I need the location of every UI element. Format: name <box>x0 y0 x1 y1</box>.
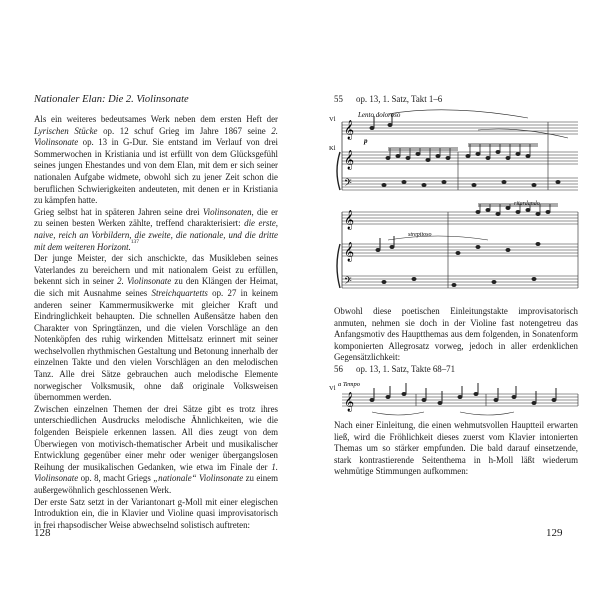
bass-clef-icon: 𝄢 <box>344 275 352 289</box>
notes-example-56 <box>370 383 578 415</box>
paragraph-5: Der erste Satz setzt in der Variantonart g-Moll mit einer elegischen Introduktion ein, die in Klavier und Violine quasi improvisatorisch in frei rhapsodischer Weise abwechselnd solistisch auftreten: <box>34 496 278 530</box>
left-body-text <box>34 114 278 531</box>
violin-staff-2 <box>342 212 578 224</box>
page-number-right: 129 <box>546 527 563 539</box>
paragraph-3: Der junge Meister, der sich anschickte, das Musikleben seines Vaterlandes zu bereichern und mit nationalem Geist zu erfüllen, bekennt sich in seiner 2. Violinsonate zu den Klängen der Heimat, die sich mit Ausnahme seines Streichquartetts op. 27 in keinem anderen seiner Kammermusikwerke mit gleicher Kraft und Eindringlichkeit behaupten. Die schnellen Außensätze haben den Charakter von Springtänzen, und die vielen Vorschläge an den Notenköpfen des ruhig wirkenden Mittelsatz erinnert mit seiner wechselvollen rhythmischen Gestaltung und Betonung innerhalb der einzelnen Takte und den vielen Vorschlägen an den melodischen Tanz. Alle drei Sätze gebrauchen auch melodische Elemente norwegischer Volksmusik, ohne daß originale Volksweisen übernommen werden. <box>34 253 279 403</box>
violin-staff-1 <box>342 122 578 134</box>
dynamic-marking: p <box>364 137 368 145</box>
tempo-marking: Lento doloroso <box>358 111 401 119</box>
page-number-left: 128 <box>34 527 51 539</box>
music-example-56 <box>328 378 580 418</box>
example-55-caption: 55 op. 13, 1. Satz, Takt 1–6 <box>334 94 443 104</box>
treble-clef-icon: 𝄞 <box>344 392 355 412</box>
expression-marking-2: strepitoso <box>408 232 432 238</box>
piano-brace-1 <box>337 152 340 190</box>
treble-clef-icon: 𝄞 <box>344 210 355 230</box>
piano-brace-2 <box>337 244 340 288</box>
tempo-marking: a Tempo <box>338 381 360 388</box>
treble-clef-icon: 𝄞 <box>344 120 355 140</box>
paragraph-1: Als ein weiteres bedeutsames Werk neben dem ersten Heft der Lyrischen Stücke op. 12 schuf Grieg im Jahre 1867 seine 2. Violinsonate op. 13 in G-Dur. Sie entstand im Verlauf von drei Sommerwochen in Kristiania und ist erfüllt von dem Glücksgefühl seines jungen Ehestandes und von dem Elan, mit dem er sich seiner nationalen Aufgabe widmete, obwohl sich zu jener Zeit schon die beruflichen Schwierigkeiten andeuteten, mit denen er in Kristiania zu kämpfen hatte. <box>34 114 278 206</box>
piano-staff-2-lower <box>342 276 578 288</box>
notes-system-2 <box>376 204 578 288</box>
piano-staff-1-upper <box>342 152 578 164</box>
piano-label: Kl <box>329 145 336 152</box>
bass-clef-icon: 𝄢 <box>344 177 352 191</box>
example-56-caption: 56 op. 13, 1. Satz, Takte 68–71 <box>334 364 456 374</box>
piano-staff-1-lower <box>342 178 578 190</box>
paragraph-2: Grieg selbst hat in späteren Jahren seine drei Violinsonaten, die er zu seinen besten Werken zählte, treffend charakterisiert: die erste, naive, reich an Vorbildern, die zweite, die nationale, und die dritte mit dem weiteren Horizont.$^{137}$ <box>34 206 278 252</box>
treble-clef-icon: 𝄞 <box>344 150 355 170</box>
right-body-text-1: Obwohl diese poetischen Einleitungstakte improvisatorisch anmuten, nehmen sie doch in der Violine fast notengetreu das Anfangsmotiv des Hauptthemas aus dem folgenden, in Sonatenform komponierten Allegrosatz vorweg, jedoch in aller erdenklichen Gegensätzlichkeit: <box>334 306 578 363</box>
treble-clef-icon: 𝄞 <box>344 242 355 262</box>
section-heading: Nationaler Elan: Die 2. Violinsonate <box>34 94 189 105</box>
violin-label: Vl <box>329 116 336 123</box>
right-body-text-2: Nach einer Einleitung, die einen wehmutsvollen Hauptteil erwarten ließ, wird die Fröhlichkeit dieses zuerst vom Klavier intonierten Themas um so stärker empfunden. Die bald darauf einsetzende, stark kontrastierende Seitenthema in h-Moll läßt wiederum wehmütige Stimmungen aufkommen: <box>334 420 578 477</box>
right-page <box>300 0 600 600</box>
violin-label: Vl <box>329 385 336 392</box>
paragraph-4: Zwischen einzelnen Themen der drei Sätze gibt es trotz ihres unterschiedlichen Ausdrucks melodische Ähnlichkeiten, wie die folgenden Beispiele erkennen lassen. All dies zeugt von dem Überwiegen von motivisch-thematischer Arbeit und musikalischer Entwicklung gegenüber einer mehr oder weniger übergangslosen Reihung der musikalischen Gedanken, wie etwa im Finale der 1. Violinsonate op. 8, macht Griegs „nationale“ Violinsonate zu einem außergewöhnlich geschlossenen Werk. <box>34 403 278 495</box>
expression-marking-1: ritardando <box>514 201 540 207</box>
music-example-55 <box>328 108 580 303</box>
